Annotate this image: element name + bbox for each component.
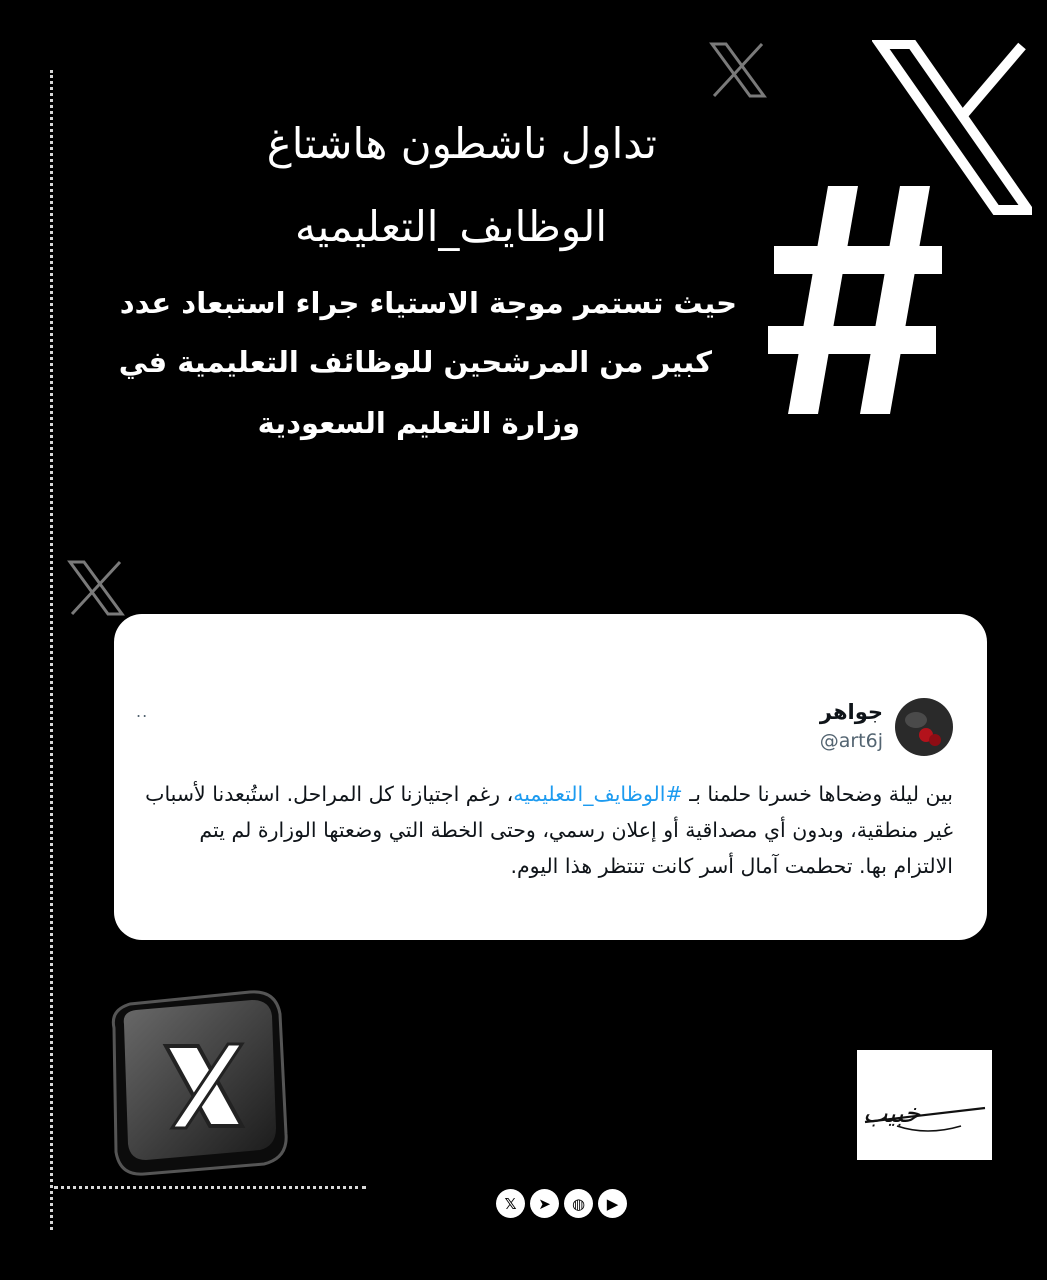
dotted-divider-horizontal xyxy=(54,1186,366,1189)
headline-subtitle-line2: كبير من المرشحين للوظائف التعليمية في xyxy=(118,345,712,379)
telegram-icon[interactable]: ➤ xyxy=(530,1189,559,1218)
x-icon[interactable]: 𝕏 xyxy=(496,1189,525,1218)
globe-icon[interactable]: ◍ xyxy=(564,1189,593,1218)
headline-title-line2: الوظايف_التعليميه xyxy=(294,202,607,251)
tweet-text-after: ، رغم اجتيازنا كل المراحل. استُبعدنا لأسباب غير منطقية، وبدون أي مصداقية أو إعلان رسمي، وحتى الخطة التي وضعتها الوزارة لم يتم الالتزام بها. تحطمت آمال أسر كانت تنتظر هذا اليوم. xyxy=(145,782,953,878)
headline-subtitle-line1: حيث تستمر موجة الاستياء جراء استبعاد عدد xyxy=(119,286,737,320)
tweet-display-name[interactable]: جواهر xyxy=(819,700,883,724)
x-logo-outline-icon xyxy=(66,560,126,616)
dotted-divider-vertical xyxy=(50,70,53,1230)
x-app-cube-icon xyxy=(100,988,296,1176)
more-options-icon[interactable]: .. xyxy=(136,702,149,721)
avatar[interactable] xyxy=(895,698,953,756)
tweet-text xyxy=(143,776,953,884)
tweet-text-before: بين ليلة وضحاها خسرنا حلمنا بـ xyxy=(682,782,953,806)
social-links xyxy=(496,1189,627,1219)
x-logo-outline-icon xyxy=(708,42,768,98)
brand-logo xyxy=(857,1050,992,1160)
hashtag-link[interactable]: #الوظايف_التعليميه xyxy=(513,782,683,806)
tweet-handle[interactable]: @art6j xyxy=(819,730,883,752)
headline-title-line1: تداول ناشطون هاشتاغ xyxy=(266,119,657,168)
brand-logo-text: خبيب xyxy=(863,1099,921,1129)
youtube-icon[interactable]: ▶ xyxy=(598,1189,627,1218)
headline-subtitle-line3: وزارة التعليم السعودية xyxy=(257,406,580,440)
hashtag-icon xyxy=(760,180,950,420)
tweet-card xyxy=(114,614,987,940)
